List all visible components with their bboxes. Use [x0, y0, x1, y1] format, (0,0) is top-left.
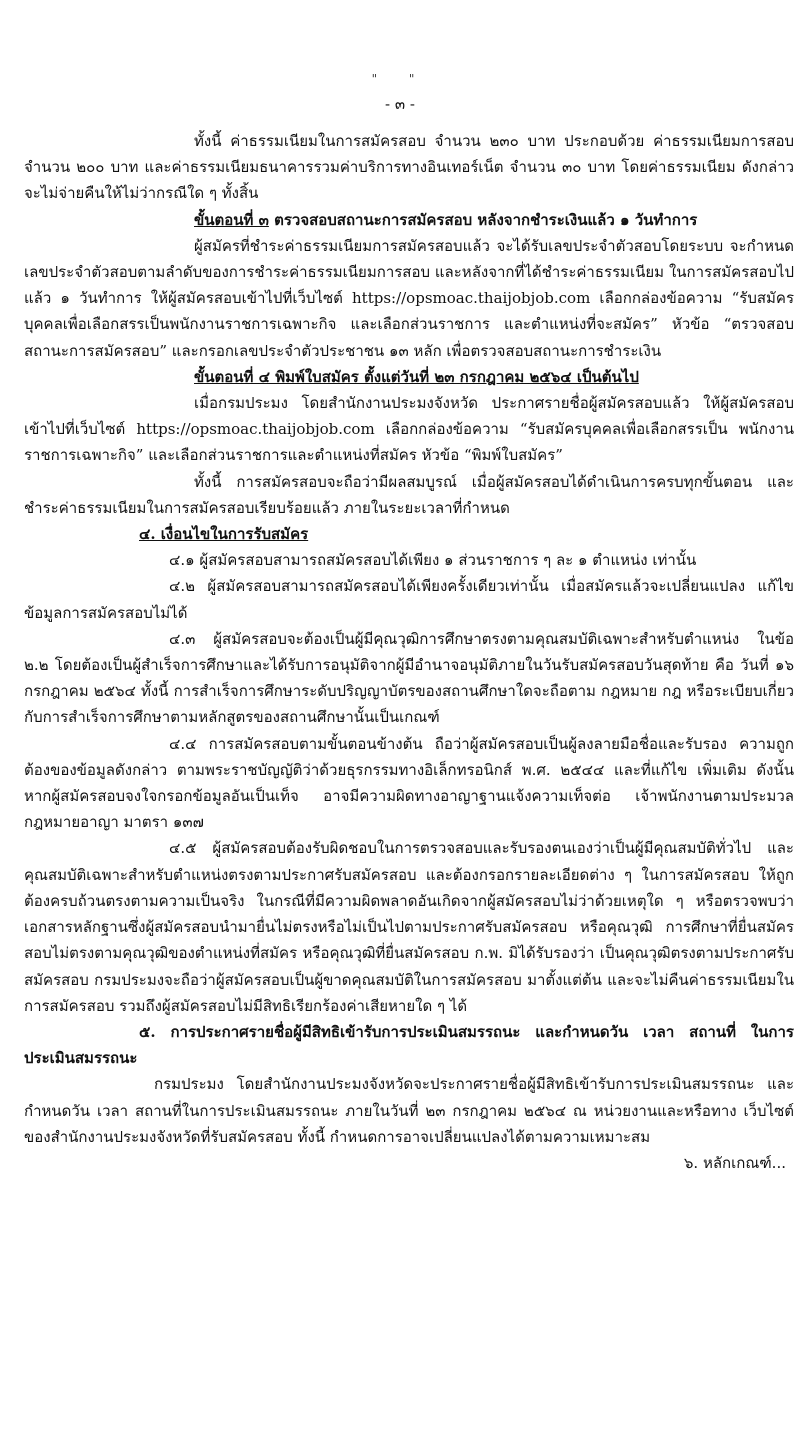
announcement-paragraph: กรมประมง โดยสำนักงานประมงจังหวัดจะประกาศรายชื่อผู้มีสิทธิเข้ารับการประเมินสมรรถนะ และกำหนดวัน เวลา สถานที่ในการประเมินสมรรถนะ ภายในวันที่ ๒๓ กรกฎาคม ๒๕๖๔ ณ หน่วยงานและหรือทาง เว็บไซต์ของสำนักงานประมงจังหวัดที่รับสมัครสอบ ทั้งนี้ กำหนดการอาจเปลี่ยนแปลงได้ตามความเหมาะสม: [24, 1075, 794, 1146]
condition-4-5: ๔.๕ ผู้สมัครสอบต้องรับผิดชอบในการตรวจสอบและรับรองตนเองว่าเป็นผู้มีคุณสมบัติทั่วไป และคุณสมบัติเฉพาะสำหรับตำแหน่งตรงตามประกาศรับสมัครสอบ และต้องกรอกรายละเอียดต่าง ๆ ในการสมัครสอบ ให้ถูกต้องครบถ้วนตรงตามความเป็นจริง ในกรณีที่มีความผิดพลาดอันเกิดจากผู้สมัครสอบไม่ว่าด้วยเหตุใด ๆ หรือตรวจพบว่าเอกสารหลักฐานซึ่งผู้สมัครสอบนำมายื่นไม่ตรงหรือไม่เป็นไปตามประกาศรับสมัครสอบ หรือคุณวุฒิ การศึกษาที่ยื่นสมัครสอบไม่ตรงตามคุณวุฒิของตำแหน่งที่สมัคร หรือคุณวุฒิที่ยื่นสมัครสอบ ก.พ. มิได้รับรองว่า เป็นคุณวุฒิตรงตามประกาศรับสมัครสอบ กรมประมงจะถือว่าผู้สมัครสอบเป็นผู้ขาดคุณสมบัติในการสมัครสอบ มาตั้งแต่ต้น และจะไม่คืนค่าธรรมเนียมในการสมัครสอบ รวมถึงผู้สมัครสอบไม่มีสิทธิเรียกร้องค่าเสียหายใด ๆ ได้: [24, 839, 794, 1015]
section4-heading: [24, 521, 794, 547]
continuation-marker: ๖. หลักเกณฑ์...: [683, 1153, 786, 1172]
step3-paragraph: ผู้สมัครที่ชำระค่าธรรมเนียมการสมัครสอบแล้ว จะได้รับเลขประจำตัวสอบโดยระบบ จะกำหนดเลขประจำตัวสอบตามลำดับของการชำระค่าธรรมเนียมการสอบ และหลังจากที่ได้ชำระค่าธรรมเนียม ในการสมัครสอบไปแล้ว ๑ วันทำการ ให้ผู้สมัครสอบเข้าไปที่เว็บไซต์ https://opsmoac.thaijobjob.com เลือกกล่องข้อความ “รับสมัครบุคคลเพื่อเลือกสรรเป็นพนักงานราชการเฉพาะกิจ และเลือกส่วนราชการ และตำแหน่งที่จะสมัคร” หัวข้อ “ตรวจสอบสถานะการสมัครสอบ” และกรอกเลขประจำตัวประชาชน ๑๓ หลัก เพื่อตรวจสอบสถานะการชำระเงิน: [24, 236, 794, 360]
condition-4-3: ๔.๓ ผู้สมัครสอบจะต้องเป็นผู้มีคุณวุฒิการศึกษาตรงตามคุณสมบัติเฉพาะสำหรับตำแหน่ง ในข้อ ๒.๒ โดยต้องเป็นผู้สำเร็จการศึกษาและได้รับการอนุมัติจากผู้มีอำนาจอนุมัติภายในวันรับสมัครสอบวันสุดท้าย คือ วันที่ ๑๖ กรกฎาคม ๒๕๖๔ ทั้งนี้ การสำเร็จการศึกษาระดับปริญญาบัตรของสถานศึกษาใดจะถือตาม กฎหมาย กฎ หรือระเบียบเกี่ยวกับการสำเร็จการศึกษาตามหลักสูตรของสถานศึกษานั้นเป็นเกณฑ์: [24, 629, 794, 727]
section4-title: ๔. เงื่อนไขในการรับสมัคร: [139, 525, 309, 544]
page-number: - ๓ -: [385, 95, 415, 113]
section5-heading: ๕. การประกาศรายชื่อผู้มีสิทธิเข้ารับการประเมินสมรรถนะ และกำหนดวัน เวลา สถานที่ ในการประเมินสมรรถนะ: [24, 1022, 794, 1068]
step3-heading: [24, 207, 794, 233]
condition-4-2: ๔.๒ ผู้สมัครสอบสามารถสมัครสอบได้เพียงครั้งเดียวเท่านั้น เมื่อสมัครแล้วจะเปลี่ยนแปลง แก้ไขข้อมูลการสมัครสอบไม่ได้: [24, 577, 794, 622]
condition-4-1: ๔.๑ ผู้สมัครสอบสามารถสมัครสอบได้เพียง ๑ ส่วนราชการ ๆ ละ ๑ ตำแหน่ง เท่านั้น: [169, 551, 697, 570]
step3-label: ขั้นตอนที่ ๓: [194, 210, 269, 229]
fee-paragraph: ทั้งนี้ ค่าธรรมเนียมในการสมัครสอบ จำนวน ๒๓๐ บาท ประกอบด้วย ค่าธรรมเนียมการสอบ จำนวน ๒๐๐ บาท และค่าธรรมเนียมธนาคารรวมค่าบริการทางอินเทอร์เน็ต จำนวน ๓๐ บาท โดยค่าธรรมเนียม ดังกล่าวจะไม่จ่ายคืนให้ไม่ว่ากรณีใด ๆ ทั้งสิ้น: [24, 132, 794, 203]
header-marks: " ": [371, 72, 429, 86]
step3-title: ตรวจสอบสถานะการสมัครสอบ หลังจากชำระเงินแล้ว ๑ วันทำการ: [268, 210, 698, 229]
document-body: [24, 128, 794, 1176]
condition-4-4: ๔.๔ การสมัครสอบตามขั้นตอนข้างต้น ถือว่าผู้สมัครสอบเป็นผู้ลงลายมือชื่อและรับรอง ความถูกต้องของข้อมูลดังกล่าว ตามพระราชบัญญัติว่าด้วยธุรกรรมทางอิเล็กทรอนิกส์ พ.ศ. ๒๕๔๔ และที่แก้ไข เพิ่มเติม ดังนั้น หากผู้สมัครสอบจงใจกรอกข้อมูลอันเป็นเท็จ อาจมีความผิดทางอาญาฐานแจ้งความเท็จต่อ เจ้าพนักงานตามประมวลกฎหมายอาญา มาตรา ๑๓๗: [24, 734, 794, 832]
completion-paragraph: ทั้งนี้ การสมัครสอบจะถือว่ามีผลสมบูรณ์ เมื่อผู้สมัครสอบได้ดำเนินการครบทุกขั้นตอน และชำระค่าธรรมเนียมในการสมัครสอบเรียบร้อยแล้ว ภายในระยะเวลาที่กำหนด: [24, 472, 794, 517]
step4-paragraph: เมื่อกรมประมง โดยสำนักงานประมงจังหวัด ประกาศรายชื่อผู้สมัครสอบแล้ว ให้ผู้สมัครสอบ เข้าไปที่เว็บไซต์ https://opsmoac.thaijobjob.com เลือกกล่องข้อความ “รับสมัครบุคคลเพื่อเลือกสรรเป็น พนักงานราชการเฉพาะกิจ” และเลือกส่วนราชการและตำแหน่งที่สมัคร หัวข้อ “พิมพ์ใบสมัคร”: [24, 394, 794, 465]
step4-heading: [24, 364, 794, 390]
step4-label: ขั้นตอนที่ ๔ พิมพ์ใบสมัคร ตั้งแต่วันที่ ๒๓ กรกฎาคม ๒๕๖๔ เป็นต้นไป: [194, 367, 639, 386]
